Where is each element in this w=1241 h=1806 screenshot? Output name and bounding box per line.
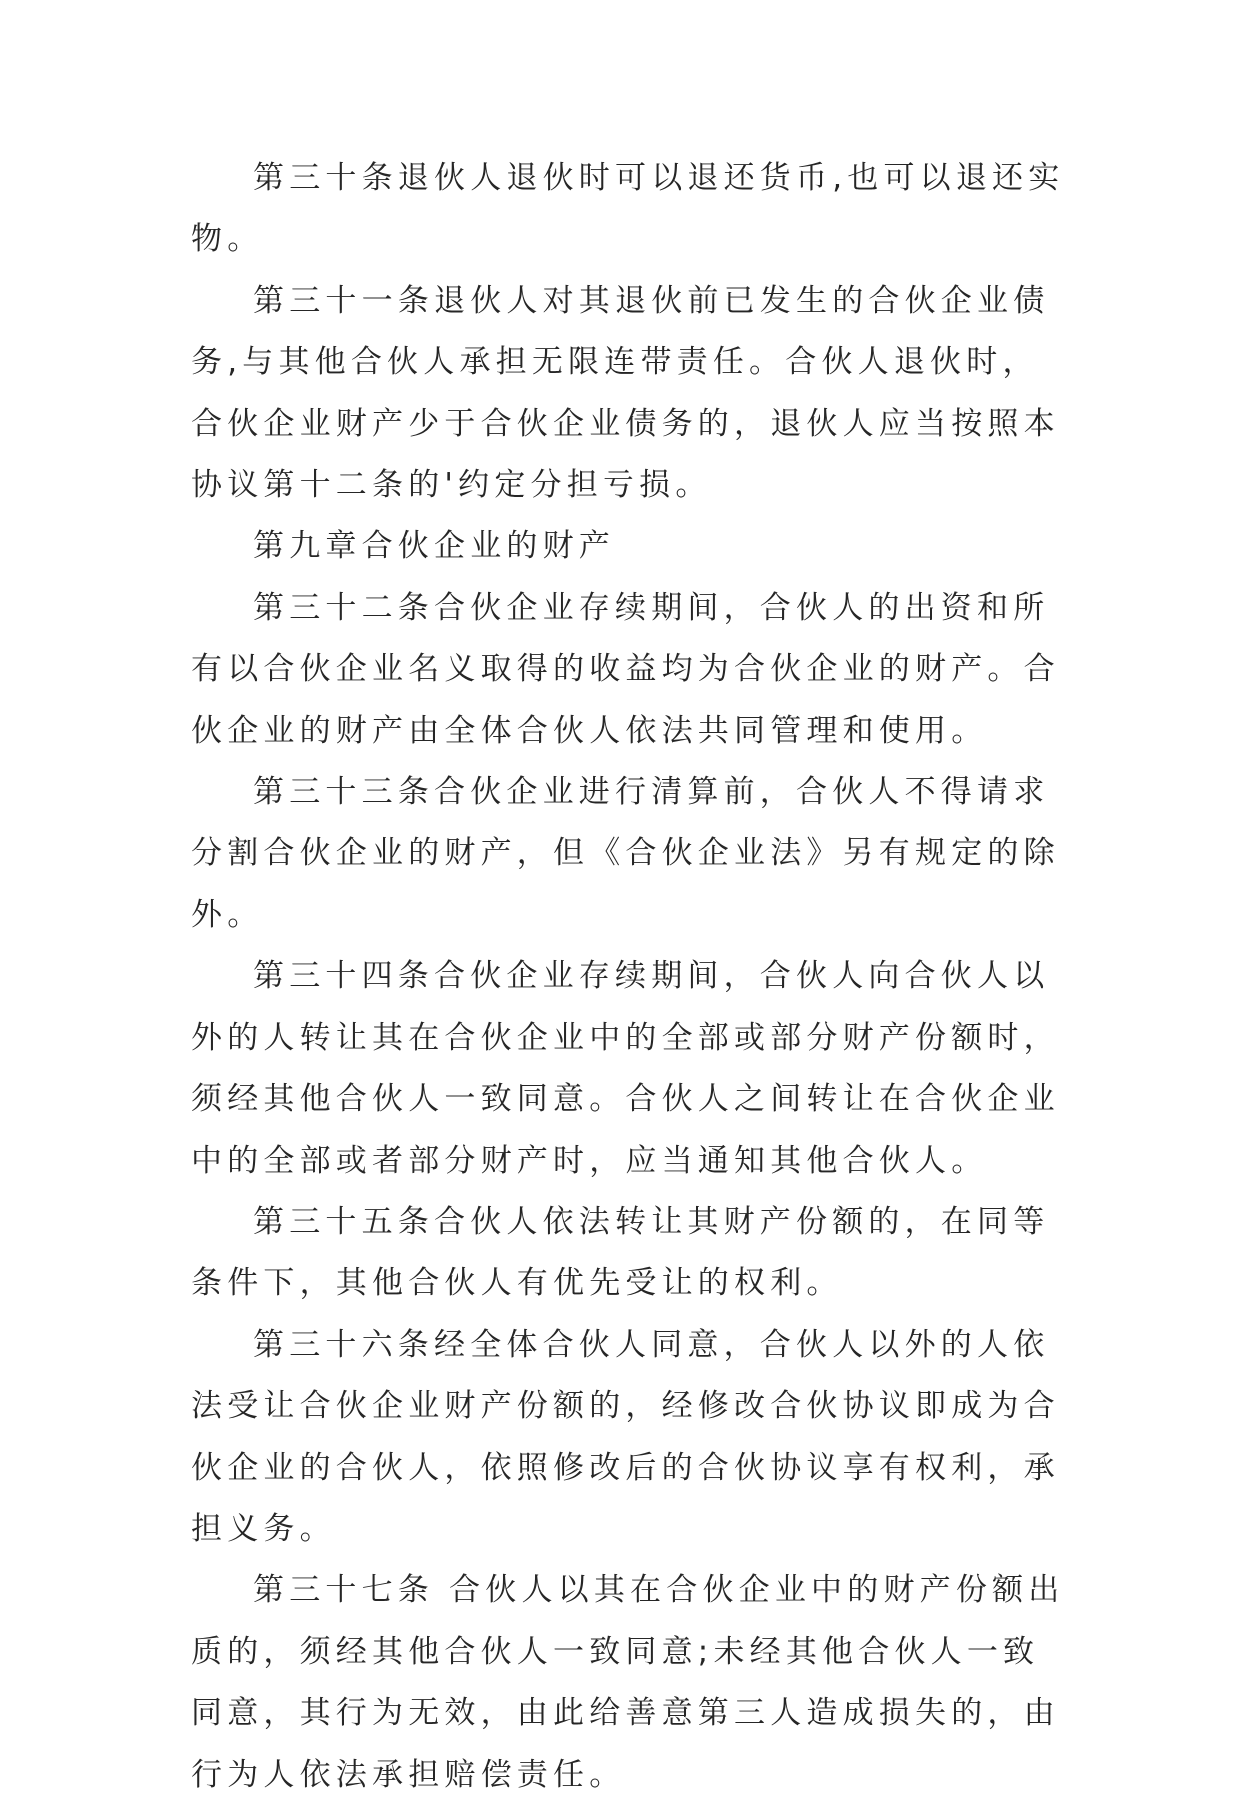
article-30-paragraph: 第三十条退伙人退伙时可以退还货币,也可以退还实物。 bbox=[191, 160, 1065, 258]
article-37-paragraph: 第三十七条 合伙人以其在合伙企业中的财产份额出质的，须经其他合伙人一致同意;未经其他合伙人一致同意，其行为无效，由此给善意第三人造成损失的，由行为人依法承担赔偿责任。 bbox=[191, 1572, 1065, 1793]
article-34-paragraph: 第三十四条合伙企业存续期间，合伙人向合伙人以外的人转让其在合伙企业中的全部或部分财产份额时，须经其他合伙人一致同意。合伙人之间转让在合伙企业中的全部或者部分财产时，应当通知其他合伙人。 bbox=[191, 958, 1060, 1179]
article-33-paragraph: 第三十三条合伙企业进行清算前，合伙人不得请求分割合伙企业的财产，但《合伙企业法》另有规定的除外。 bbox=[191, 774, 1060, 933]
article-32-paragraph: 第三十二条合伙企业存续期间，合伙人的出资和所有以合伙企业名义取得的收益均为合伙企业的财产。合伙企业的财产由全体合伙人依法共同管理和使用。 bbox=[191, 589, 1060, 749]
article-31-paragraph: 第三十一条退伙人对其退伙前已发生的合伙企业债务,与其他合伙人承担无限连带责任。合伙人退伙时，合伙企业财产少于合伙企业债务的，退伙人应当按照本协议第十二条的'约定分担亏损。 bbox=[191, 282, 1060, 504]
chapter-9-heading: 第九章合伙企业的财产 bbox=[253, 528, 615, 565]
article-36-paragraph: 第三十六条经全体合伙人同意，合伙人以外的人依法受让合伙企业财产份额的，经修改合伙协议即成为合伙企业的合伙人，依照修改后的合伙协议享有权利，承担义务。 bbox=[191, 1326, 1060, 1547]
document-body bbox=[191, 148, 1071, 1806]
article-35-paragraph: 第三十五条合伙人依法转让其财产份额的，在同等条件下，其他合伙人有优先受让的权利。 bbox=[191, 1203, 1050, 1302]
